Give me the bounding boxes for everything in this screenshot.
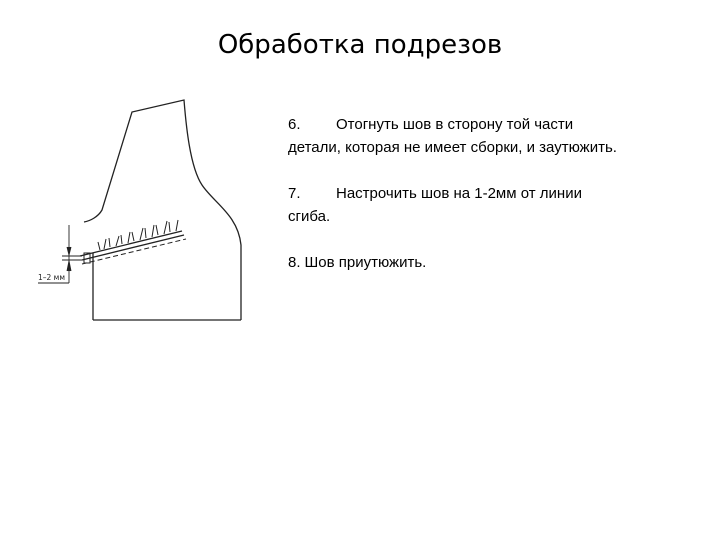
dimension-label: 1–2 мм (38, 273, 65, 282)
step-text: Шов приутюжить. (304, 254, 427, 271)
step-text: Отогнуть шов в сторону той части детали, которая не имеет сборки, и заутюжить. (288, 116, 617, 156)
instruction-steps (288, 113, 618, 297)
step-text: Настрочить шов на 1-2мм от линии сгиба. (288, 185, 582, 225)
step-6 (288, 113, 618, 159)
garment-outline (84, 100, 241, 320)
slide-title: Обработка подрезов (217, 30, 503, 60)
garment-diagram (32, 95, 252, 335)
step-number: 8. (288, 254, 301, 271)
step-number: 7. (288, 185, 301, 202)
step-7 (288, 182, 618, 228)
step-number: 6. (288, 116, 301, 133)
step-8 (288, 251, 618, 274)
